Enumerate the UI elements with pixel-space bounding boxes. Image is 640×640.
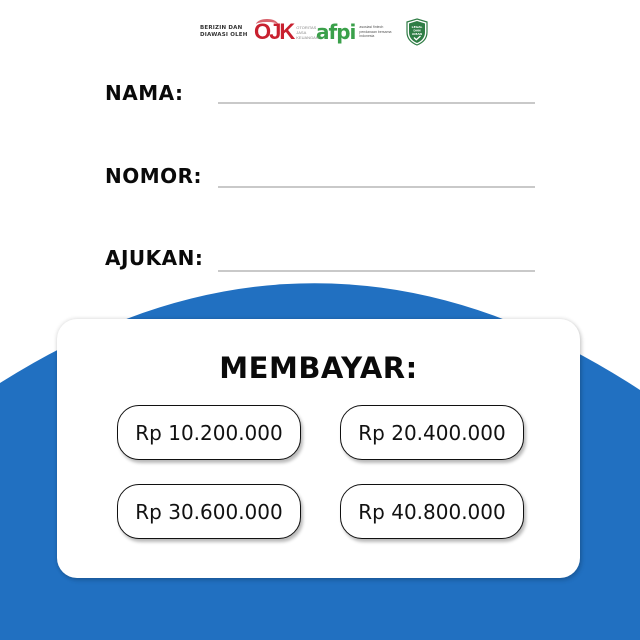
amount-option-20400000[interactable]: Rp 20.400.000 bbox=[340, 405, 524, 460]
ajukan-input-line[interactable] bbox=[218, 270, 535, 272]
payment-title: MEMBAYAR: bbox=[219, 351, 418, 385]
ojk-logo: OJK OTORITAS JASA KEUANGAN bbox=[254, 19, 319, 44]
svg-text:AMAN: AMAN bbox=[412, 32, 423, 36]
svg-text:LEGAL: LEGAL bbox=[412, 25, 423, 29]
afpi-logo: afpi bbox=[316, 20, 356, 44]
regulatory-header bbox=[200, 14, 445, 50]
legal-aman-badge-icon bbox=[405, 18, 429, 46]
amount-option-10200000[interactable]: Rp 10.200.000 bbox=[117, 405, 301, 460]
nomor-input-line[interactable] bbox=[218, 186, 535, 188]
licensed-by-text: BERIZIN DAN DIAWASI OLEH bbox=[200, 25, 248, 38]
nama-label: NAMA: bbox=[105, 81, 184, 105]
ajukan-label: AJUKAN: bbox=[105, 246, 204, 270]
payment-card bbox=[57, 319, 580, 578]
svg-text:DAN: DAN bbox=[413, 28, 422, 33]
amount-option-30600000[interactable]: Rp 30.600.000 bbox=[117, 484, 301, 539]
ojk-arc-icon bbox=[256, 19, 278, 30]
nomor-label: NOMOR: bbox=[105, 164, 203, 188]
afpi-tagline: asosiasi fintech pendanaan bersama indonesia bbox=[359, 25, 392, 39]
amount-option-40800000[interactable]: Rp 40.800.000 bbox=[340, 484, 524, 539]
nama-input-line[interactable] bbox=[218, 102, 535, 104]
